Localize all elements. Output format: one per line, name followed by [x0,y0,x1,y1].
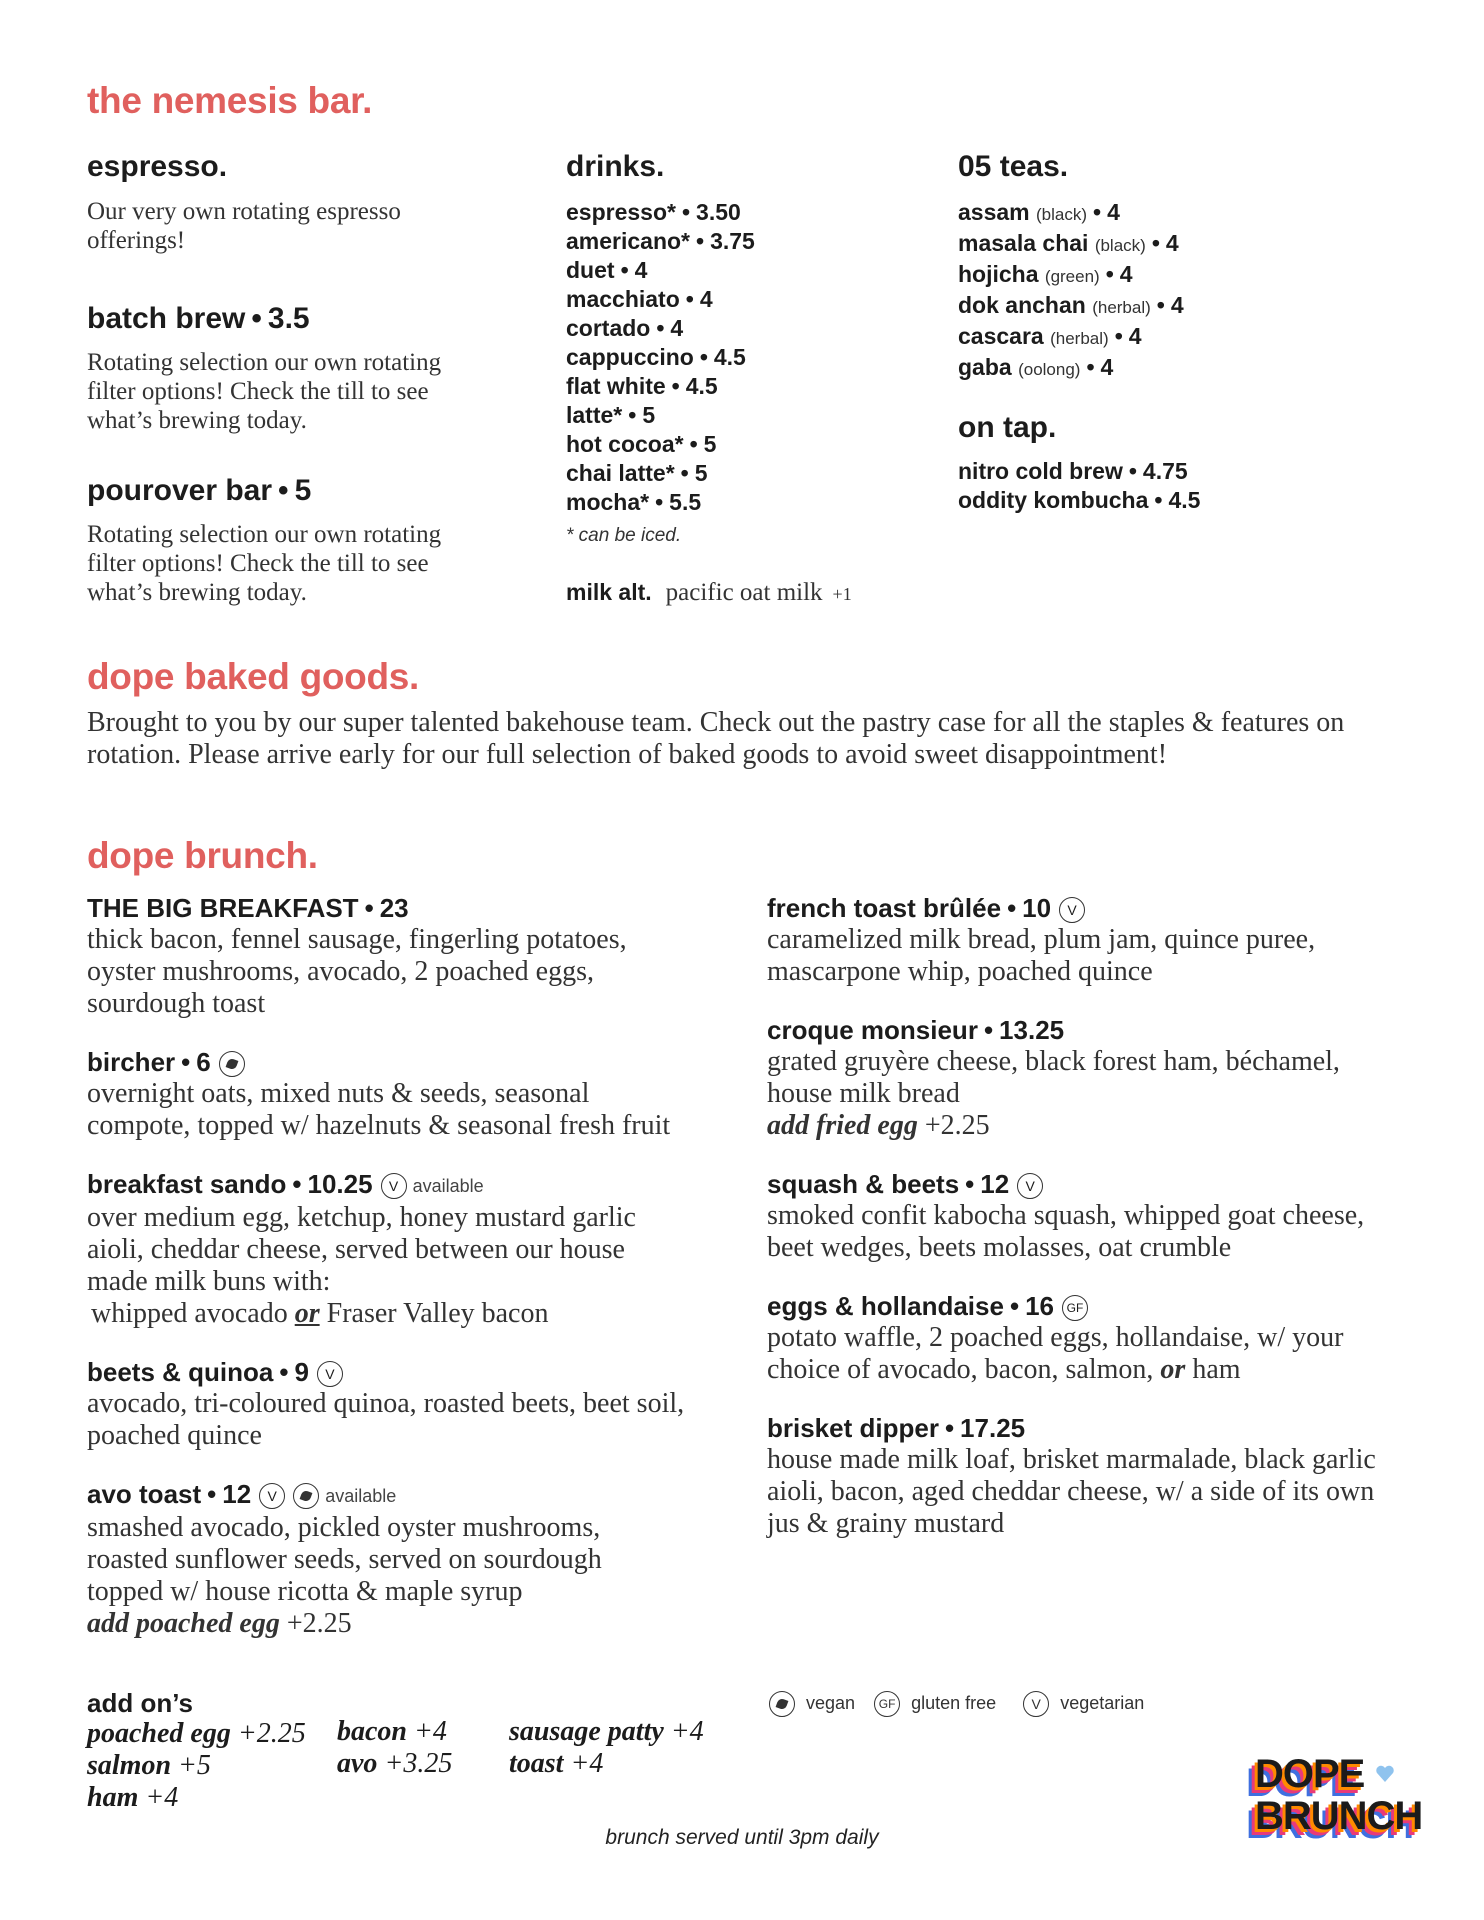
addon-item [337,1716,452,1748]
addon-item [509,1748,704,1780]
item-heading: french toast brûlée • 10 V [767,892,1407,924]
menu-item [87,1046,727,1142]
drink-item: cappuccino • 4.5 [566,344,746,370]
drink-item: cortado • 4 [566,315,684,341]
desc-line: caramelized milk bread, plum jam, quince puree, [767,924,1316,955]
item-name: nitro cold brew [958,458,1123,484]
vegan-icon [219,1051,245,1077]
item-description [87,1078,727,1142]
item-description [87,1512,727,1640]
desc-part: ham [1192,1354,1241,1385]
item-description [87,1388,727,1452]
item-name: duet [566,257,615,283]
menu-item [767,1290,1407,1386]
desc-line: topped w/ house ricotta & maple syrup [87,1576,523,1608]
item-price: 4.5 [1168,487,1201,513]
vegetarian-icon: V [381,1173,407,1199]
item-name: cappuccino [566,344,694,370]
tea-type: (oolong) [1018,360,1081,379]
vegetarian-icon: V [1017,1173,1043,1199]
item-description [767,1200,1407,1264]
desc-line: grated gruyère cheese, black forest ham, béchamel, [767,1046,1340,1077]
gluten-free-icon: GF [1062,1295,1088,1321]
item-price: 5 [642,402,656,428]
item-heading: brisket dipper • 17.25 [767,1413,1026,1443]
addon-name: sausage patty [509,1716,664,1747]
item-heading: croque monsieur • 13.25 [767,1015,1065,1045]
item-name: beets & quinoa [87,1357,274,1388]
item-name: hot cocoa* [566,431,684,457]
addon-name: poached egg [87,1718,231,1749]
desc-line: compote, topped w/ hazelnuts & seasonal fresh fruit [87,1110,671,1141]
item-description [87,1202,727,1330]
menu-item [767,1014,1407,1142]
batch-brew-description [87,348,527,435]
desc-line: rotation. Please arrive early for our full selection of baked goods to avoid sweet disappointment! [87,739,1168,770]
heart-icon [1375,1764,1395,1784]
vegetarian-icon: V [259,1483,285,1509]
baked-goods-description [87,707,1344,771]
milk-alt-value: pacific oat milk [665,579,823,606]
addons-col-2 [337,1716,452,1780]
item-name: cascara [958,323,1044,349]
drink-item: duet • 4 [566,257,648,283]
add-label: add poached egg [87,1608,280,1640]
pourover-bar-heading: pourover bar • 5 [87,474,312,507]
addon-name: ham [87,1782,139,1813]
item-price: 4 [1100,354,1114,380]
add-label: add fried egg [767,1110,918,1141]
milk-alt [566,579,852,607]
tea-type: (black) [1094,236,1146,255]
drink-item: latte* • 5 [566,402,656,428]
desc-line: filter options! Check the till to see [87,378,429,405]
footer-note: brunch served until 3pm daily [605,1826,879,1849]
desc-line [767,1354,1407,1386]
item-price: 10 [1022,893,1052,923]
item-price: 4.75 [1142,458,1188,484]
item-name: flat white [566,373,666,399]
menu-item [87,1356,727,1452]
brunch-left-column [87,892,727,1640]
addon-price: +3.25 [384,1748,453,1779]
item-name: assam [958,199,1030,225]
addon-item [87,1750,306,1782]
vegetarian-icon: V [1059,897,1085,923]
item-price: 4 [1170,292,1184,318]
addon-item [87,1782,306,1814]
item-price: 5 [694,460,708,486]
item-name: gaba [958,354,1012,380]
drink-item: macchiato • 4 [566,286,713,312]
addon-item [509,1716,704,1748]
sando-options [87,1298,727,1330]
item-price: 12 [980,1169,1010,1199]
item-name: batch brew [87,302,246,335]
add-on-line [767,1110,1407,1142]
menu-item [87,1478,727,1640]
gluten-free-icon: GF [874,1691,900,1717]
desc-part: choice of avocado, bacon, salmon, [767,1354,1154,1385]
heart-icon-svg [1375,1764,1395,1784]
item-heading: eggs & hollandaise • 16 GF [767,1290,1407,1322]
desc-line: made milk buns with: [87,1266,331,1298]
espresso-description [87,197,507,255]
item-heading: avo toast • 12 V available [87,1479,397,1510]
addon-item [87,1718,306,1750]
item-name: chai latte* [566,460,675,486]
addon-price: +4 [414,1716,447,1747]
addon-item [337,1748,452,1780]
desc-or: or [1160,1354,1186,1385]
item-name: bircher [87,1047,176,1077]
addon-price: +4 [670,1716,704,1747]
section-title-baked-goods: dope baked goods. [87,656,420,697]
desc-line: Rotating selection our own rotating [87,521,442,548]
menu-item [767,1412,1407,1540]
item-description [767,924,1407,988]
item-price: 4 [699,286,713,312]
on-tap-list [958,457,1200,515]
option-b: Fraser Valley bacon [326,1298,549,1330]
pourover-bar-description [87,520,527,607]
item-name: hojicha [958,261,1039,287]
item-price: 3.50 [696,199,741,225]
iced-note: * can be iced. [566,525,682,546]
item-name: squash & beets [767,1169,960,1199]
dope-brunch-logo [1245,1752,1425,1862]
item-name: masala chai [958,230,1089,256]
item-price: 4 [1107,199,1120,225]
item-name: americano* [566,228,691,254]
drink-item: flat white • 4.5 [566,373,718,399]
item-heading: breakfast sando • 10.25 V available [87,1169,484,1199]
item-heading: THE BIG BREAKFAST • 23 [87,893,409,923]
desc-line: potato waffle, 2 poached eggs, hollandaise, w/ your [767,1322,1344,1353]
tap-item: nitro cold brew • 4.75 [958,458,1188,484]
item-heading: beets & quinoa • 9 V [87,1356,727,1388]
available-note: available [325,1486,397,1507]
item-price: 16 [1025,1291,1054,1321]
drink-item: hot cocoa* • 5 [566,431,717,457]
on-tap-heading: on tap. [958,411,1057,444]
addons-heading: add on’s [87,1688,193,1718]
vegetarian-icon: V [1023,1691,1049,1717]
item-heading: bircher • 6 [87,1046,727,1078]
desc-line: jus & grainy mustard [767,1508,1005,1539]
item-price: 3.75 [710,228,755,254]
item-price: 3.5 [267,302,310,335]
addon-price: +4 [570,1748,604,1779]
item-price: 5 [703,431,717,457]
desc-line: over medium egg, ketchup, honey mustard garlic [87,1202,636,1234]
tap-item: oddity kombucha • 4.5 [958,487,1201,513]
drink-item: chai latte* • 5 [566,460,708,486]
item-name: latte* [566,402,623,428]
desc-line: poached quince [87,1420,262,1452]
item-name: avo toast [87,1479,202,1510]
item-name: mocha* [566,489,650,515]
item-price: 4 [1119,261,1133,287]
desc-line: Rotating selection our own rotating [87,349,442,376]
item-description [767,1444,1407,1540]
menu-item [767,1168,1407,1264]
teas-list [958,198,1184,384]
desc-line: smoked confit kabocha squash, whipped goat cheese, [767,1200,1365,1231]
item-name: eggs & hollandaise [767,1291,1004,1321]
desc-line: sourdough toast [87,988,266,1019]
item-price: 6 [196,1047,211,1077]
item-description [767,1322,1407,1386]
drinks-heading: drinks. [566,150,665,183]
item-price: 5 [294,474,312,507]
tea-item: gaba (oolong) • 4 [958,354,1114,380]
item-price: 5.5 [669,489,702,515]
item-name: breakfast sando [87,1169,287,1199]
desc-line: overnight oats, mixed nuts & seeds, seasonal [87,1078,590,1109]
item-name: espresso* [566,199,676,225]
tea-item: dok anchan (herbal) • 4 [958,292,1184,318]
item-heading: squash & beets • 12 V [767,1168,1407,1200]
item-price: 17.25 [960,1413,1026,1443]
item-description [767,1046,1407,1142]
item-name: macchiato [566,286,680,312]
vegan-icon [769,1691,795,1717]
item-name: croque monsieur [767,1015,978,1045]
item-name: THE BIG BREAKFAST [87,893,359,923]
addon-price: +4 [145,1782,179,1813]
desc-line: smashed avocado, pickled oyster mushrooms, [87,1512,601,1544]
item-price: 9 [294,1357,309,1388]
add-price: +2.25 [924,1110,990,1141]
addon-name: toast [509,1748,564,1779]
drink-item: americano* • 3.75 [566,228,755,254]
item-price: 4 [670,315,684,341]
desc-line: house milk bread [767,1078,960,1109]
item-price: 4 [1165,230,1179,256]
item-price: 4.5 [713,344,746,370]
item-name: cortado [566,315,651,341]
item-name: french toast brûlée [767,893,1002,923]
desc-line: avocado, tri-coloured quinoa, roasted beets, beet soil, [87,1388,685,1420]
section-title-nemesis-bar: the nemesis bar. [87,80,373,121]
desc-line: house made milk loaf, brisket marmalade, black garlic [767,1444,1376,1475]
addons-col-3 [509,1716,704,1780]
legend-vegan: vegan [806,1692,856,1713]
tea-type: (herbal) [1050,329,1109,348]
desc-line: what’s brewing today. [87,407,307,434]
desc-line: beet wedges, beets molasses, oat crumble [767,1232,1232,1263]
dietary-legend [769,1691,1144,1717]
desc-line: aioli, cheddar cheese, served between our house [87,1234,625,1266]
legend-vegetarian: vegetarian [1060,1692,1145,1713]
add-on-line [87,1608,727,1640]
logo-line-1: DOPE [1255,1752,1365,1796]
desc-line: Brought to you by our super talented bakehouse team. Check out the pastry case for all the staples & features on [87,707,1345,738]
milk-alt-price: +1 [832,584,852,604]
milk-alt-label: milk alt. [566,579,652,605]
item-name: oddity kombucha [958,487,1149,513]
item-price: 4.5 [685,373,718,399]
addon-name: avo [337,1748,378,1779]
item-price: 13.25 [999,1015,1065,1045]
drink-item: mocha* • 5.5 [566,489,702,515]
tea-item: cascara (herbal) • 4 [958,323,1142,349]
tea-type: (herbal) [1092,298,1151,317]
item-price: 4 [634,257,648,283]
vegan-icon [293,1483,319,1509]
tea-item: hojicha (green) • 4 [958,261,1133,287]
addon-price: +5 [178,1750,211,1781]
legend-gluten-free: gluten free [911,1692,997,1713]
brunch-right-column [767,892,1407,1540]
desc-line: what’s brewing today. [87,579,307,606]
option-a: whipped avocado [91,1298,288,1330]
available-note: available [412,1176,484,1197]
teas-heading: 05 teas. [958,150,1069,183]
desc-line: oyster mushrooms, avocado, 2 poached eggs, [87,956,594,987]
option-or: or [294,1298,320,1330]
section-title-brunch: dope brunch. [87,835,318,876]
drinks-list [566,198,755,517]
addon-name: bacon [337,1716,407,1747]
item-price: 10.25 [307,1169,373,1199]
desc-line: Our very own rotating espresso [87,198,401,225]
tea-type: (green) [1044,267,1100,286]
item-price: 23 [379,893,409,923]
tea-type: (black) [1036,205,1088,224]
menu-item [87,1168,727,1330]
item-name: dok anchan [958,292,1086,318]
batch-brew-heading: batch brew • 3.5 [87,302,310,335]
drink-item: espresso* • 3.50 [566,199,741,225]
item-price: 4 [1128,323,1142,349]
menu-item [87,892,727,1020]
addons-col-1 [87,1718,306,1814]
desc-line: roasted sunflower seeds, served on sourdough [87,1544,602,1576]
desc-line: offerings! [87,227,186,254]
tea-item: masala chai (black) • 4 [958,230,1179,256]
add-price: +2.25 [286,1608,352,1640]
menu-item [767,892,1407,988]
item-price: 12 [222,1479,252,1510]
vegetarian-icon: V [317,1361,343,1387]
item-name: pourover bar [87,474,273,507]
desc-line: filter options! Check the till to see [87,550,429,577]
item-description [87,924,727,1020]
addon-price: +2.25 [237,1718,306,1749]
desc-line: thick bacon, fennel sausage, fingerling potatoes, [87,924,627,955]
logo-line-2: BRUNCH [1255,1794,1423,1838]
tea-item: assam (black) • 4 [958,199,1120,225]
item-name: brisket dipper [767,1413,939,1443]
desc-line: aioli, bacon, aged cheddar cheese, w/ a side of its own [767,1476,1375,1507]
desc-line: mascarpone whip, poached quince [767,956,1153,987]
addon-name: salmon [87,1750,172,1781]
espresso-heading: espresso. [87,150,228,183]
